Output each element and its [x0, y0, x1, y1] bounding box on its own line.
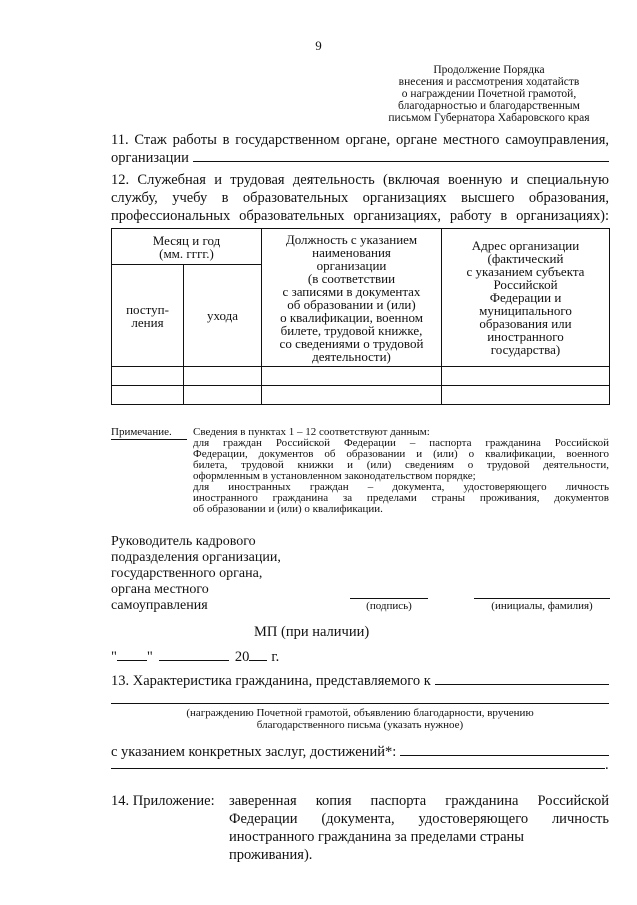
work-experience-field[interactable] [193, 149, 609, 162]
signature-caption: (подпись) [366, 600, 412, 612]
table-cell[interactable] [184, 386, 262, 405]
item12-line: службу, учебу в образовательных организациях высшего образования, [111, 190, 609, 206]
merits-end-mark: . [605, 757, 609, 773]
stamp-label: МП (при наличии) [254, 624, 370, 640]
entry-header: поступ- ления [112, 265, 184, 367]
item14-label: 14. Приложение: [111, 793, 215, 809]
continuation-line: о награждении Почетной грамотой, [401, 88, 577, 100]
award-caption: (награждению Почетной грамотой, объявлению благодарности, вручению благодарственного письма (указать нужное) [186, 707, 534, 731]
item12-line: 12. Служебная и трудовая деятельность (включая военную и специальную [111, 172, 609, 188]
item11-label: организации [111, 150, 189, 166]
table-cell[interactable] [442, 386, 610, 405]
continuation-line: письмом Губернатора Хабаровского края [388, 112, 590, 124]
item14-text: заверенная копия паспорта гражданина Российской Федерации (документа, удостоверяющего личность иностранного гражданина за пределами страны проживания). [229, 793, 609, 863]
award-type-field-continued[interactable] [111, 703, 609, 704]
signature-line[interactable] [350, 598, 428, 599]
date-line: " " 20 г. [111, 649, 280, 665]
page-number: 9 [315, 38, 322, 53]
month-year-header: Месяц и год (мм. гггг.) [112, 229, 262, 265]
item11-line1: 11. Стаж работы в государственном органе, органе местного самоуправления, [111, 132, 609, 148]
signatory-block: Руководитель кадрового подразделения организации, государственного органа, органа местного самоуправления [111, 534, 281, 613]
table-cell[interactable] [184, 367, 262, 386]
activity-table [111, 228, 610, 405]
table-cell[interactable] [112, 367, 184, 386]
continuation-line: благодарностью и благодарственным [398, 100, 580, 112]
merits-field[interactable] [400, 743, 609, 756]
table-cell[interactable] [262, 367, 442, 386]
item13-line1: 13. Характеристика гражданина, представляемого к [111, 672, 609, 690]
exit-header: ухода [184, 265, 262, 367]
table-cell[interactable] [442, 367, 610, 386]
note-text: Сведения в пунктах 1 – 12 соответствуют данным: для граждан Российской Федерации – паспорта гражданина Российской Федерации, документов об образовании и (или) о квалификации, военного билета, трудовой книжки и (или) сведениям о трудовой деятельности, оформленным в установленном законодательством порядке; для иностранных граждан – документа, удостоверяющего личность иностранного гражданина за пределами страны проживания, документов об образовании и (или) о квалификации. [193, 426, 609, 515]
table-row [112, 386, 610, 405]
continuation-header [369, 64, 609, 124]
day-field[interactable] [117, 648, 147, 661]
note-label: Примечание. [111, 427, 187, 440]
initials-line[interactable] [474, 598, 610, 599]
table-cell[interactable] [112, 386, 184, 405]
item12-line: профессиональных образовательных организациях, работу в организациях): [111, 208, 609, 224]
year-field[interactable] [249, 648, 267, 661]
award-type-field[interactable] [435, 672, 609, 685]
item12 [111, 171, 609, 225]
initials-caption: (инициалы, фамилия) [491, 600, 593, 612]
address-header: Адрес организации (фактический с указанием субъекта Российской Федерации и муниципального образования или иностранного государства) [442, 229, 610, 367]
merits-field-continued[interactable] [111, 768, 605, 769]
position-header: Должность с указанием наименования организации (в соответствии с записями в документах об образовании и (или) о квалификации, военном билете, трудовой книжке, со сведениями о трудовой деятельности) [262, 229, 442, 367]
merits-line: с указанием конкретных заслуг, достижений*: [111, 743, 609, 761]
table-row [112, 367, 610, 386]
continuation-line: Продолжение Порядка [433, 64, 545, 76]
continuation-line: внесения и рассмотрения ходатайств [398, 76, 580, 88]
month-field[interactable] [159, 648, 229, 661]
item11-line2 [111, 149, 609, 167]
table-cell[interactable] [262, 386, 442, 405]
